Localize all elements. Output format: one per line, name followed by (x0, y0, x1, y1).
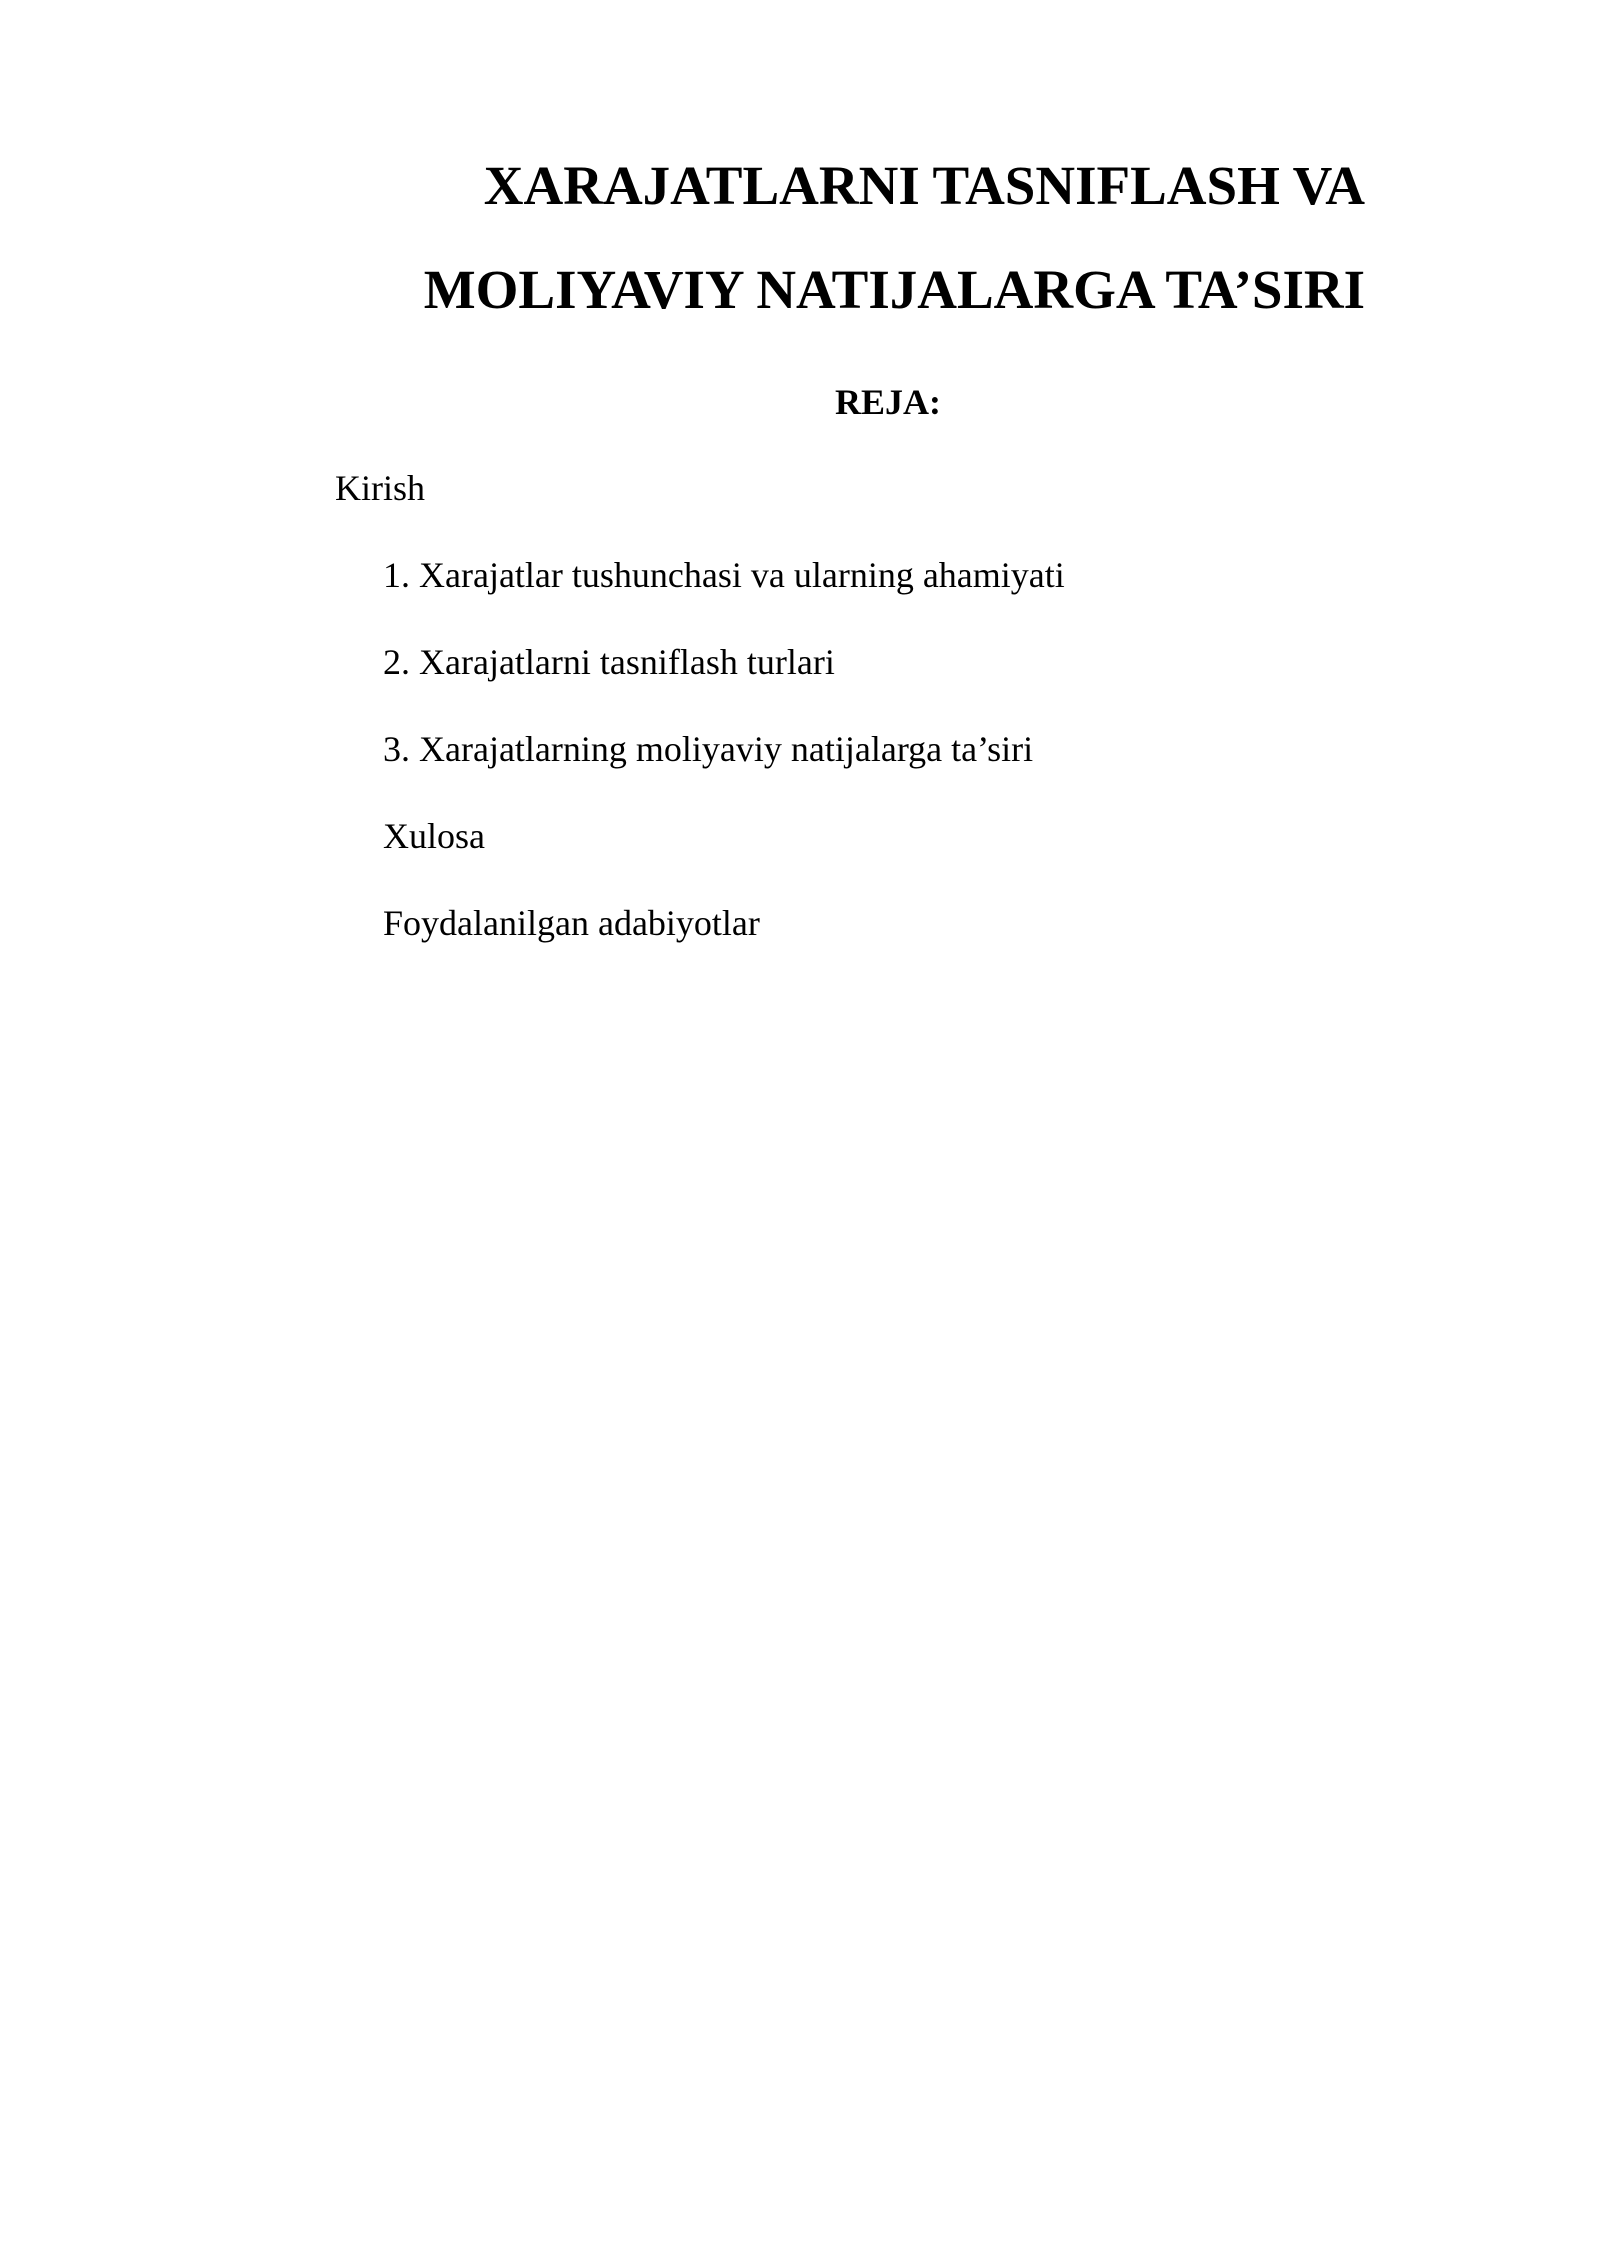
plan-intro: Kirish (335, 468, 425, 508)
plan-heading: REJA: (835, 382, 941, 422)
document-title-line-2: MOLIYAVIY NATIJALARGA TA’SIRI (423, 259, 1365, 320)
plan-item: 1. Xarajatlar tushunchasi va ularning ahamiyati (383, 555, 1065, 595)
plan-conclusion: Xulosa (383, 816, 485, 856)
plan-item: 2. Xarajatlarni tasniflash turlari (383, 642, 835, 682)
plan-references: Foydalanilgan adabiyotlar (383, 903, 760, 943)
plan-item: 3. Xarajatlarning moliyaviy natijalarga ta’siri (383, 729, 1034, 769)
document-title-line-1: XARAJATLARNI TASNIFLASH VA (483, 155, 1365, 216)
